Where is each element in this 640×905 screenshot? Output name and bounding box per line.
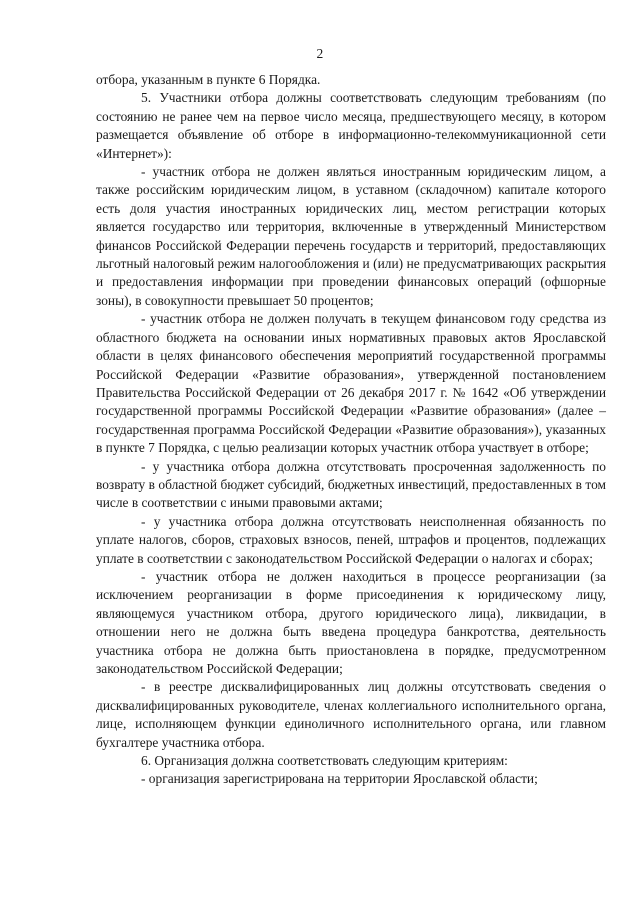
paragraph-continuation: отбора, указанным в пункте 6 Порядка. <box>96 72 321 87</box>
paragraph-reorganization: - участник отбора не должен находиться в процессе реорганизации (за исключением реорганизации в форме присоединения к юридическому лицу, являющемуся участником отбора, другого юридического лица), ликвидации, в отношении него не должна быть введена процедура банкротства, деятельность участника отбора не должна быть приостановлена в порядке, предусмотренном законодательством Российской Федерации; <box>96 568 606 676</box>
paragraph-disqualified-persons: - в реестре дисквалифицированных лиц должны отсутствовать сведения о дисквалифицированных руководителе, членах коллегиального исполнительного органа, лице, исполняющем функции единоличного исполнительного органа, или главном бухгалтере участника отбора. <box>96 679 606 750</box>
document-body <box>96 71 606 789</box>
paragraph-registration-criterion: - организация зарегистрирована на территории Ярославской области; <box>141 771 538 787</box>
paragraph-requirements-intro: 5. Участники отбора должны соответствовать следующим требованиям (по состоянию не ранее чем на первое число месяца, предшествующего месяцу, в котором размещается объявление об отборе в информационно-телекоммуникационной сети «Интернет»): <box>96 90 606 161</box>
page-number: 2 <box>316 46 324 61</box>
paragraph-regional-budget-funds: - участник отбора не должен получать в текущем финансовом году средства из областного бюджета на основании иных нормативных правовых актов Ярославской области в целях финансового обеспечения мероприятий государственной программы Российской Федерации «Развитие образования», утвержденной постановлением Правительства Российской Федерации от 26 декабря 2017 г. № 1642 «Об утверждении государственной программы Российской Федерации «Развитие образования» (далее – государственная программа Российской Федерации «Развитие образования»), указанных в пункте 7 Порядка, с целью реализации которых участник отбора участвует в отборе; <box>96 311 606 456</box>
paragraph-foreign-entity: - участник отбора не должен являться иностранным юридическим лицом, а также российским юридическим лицом, в уставном (складочном) капитале которого есть доля участия иностранных юридических лиц, местом регистрации которых является государство или территория, включенные в утвержденный Министерством финансов Российской Федерации перечень государств и территорий, предоставляющих льготный налоговый режим налогообложения и (или) не предусматривающих раскрытия и предоставления информации при проведении финансовых операций (офшорные зоны), в совокупности превышает 50 процентов; <box>96 164 606 308</box>
paragraph-tax-obligations: - у участника отбора должна отсутствовать неисполненная обязанность по уплате налогов, сборов, страховых взносов, пеней, штрафов и процентов, подлежащих уплате в соответствии с законодательством Российской Федерации о налогах и сборах; <box>96 513 606 566</box>
paragraph-overdue-debt: - у участника отбора должна отсутствовать просроченная задолженность по возврату в областной бюджет субсидий, бюджетных инвестиций, предоставленных в том числе в соответствии с иными правовыми актами; <box>96 458 606 511</box>
paragraph-criteria-intro: 6. Организация должна соответствовать следующим критериям: <box>141 753 508 769</box>
